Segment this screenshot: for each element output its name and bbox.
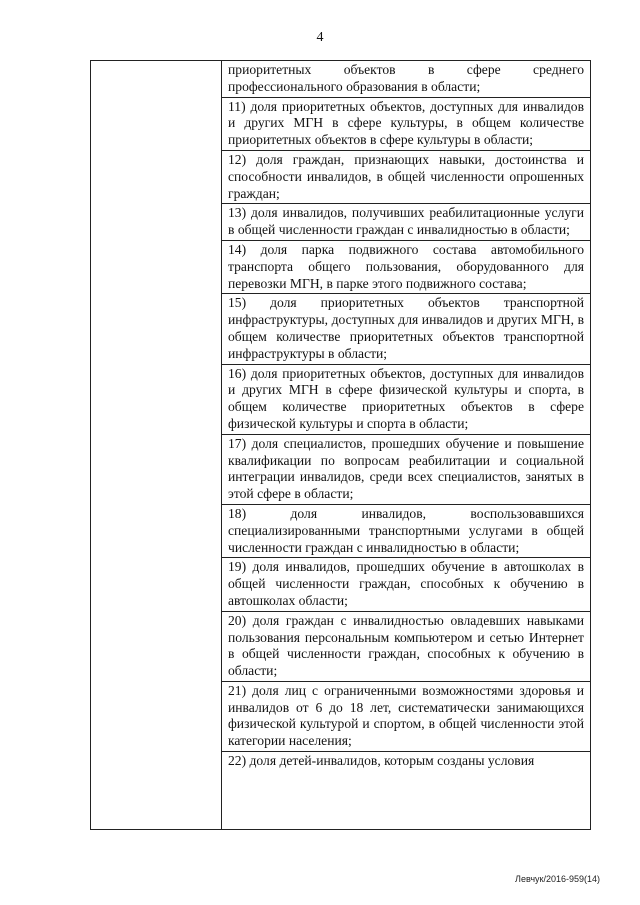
indicator-item: 20) доля граждан с инвалидностью овладевших навыками пользования персональным компьютером и сетью Интернет в общей численности граждан, способных к обучению в области; [222,611,590,681]
table-right-cell [222,61,591,830]
indicator-item: 14) доля парка подвижного состава автомобильного транспорта общего пользования, оборудованного для перевозки МГН, в парке этого подвижного состава; [222,240,590,293]
table-left-cell [91,61,222,830]
indicator-item: 22) доля детей-инвалидов, которым созданы условия [222,751,590,771]
indicator-item: 19) доля инвалидов, прошедших обучение в автошколах в общей численности граждан, способных к обучению в автошколах области; [222,557,590,610]
indicator-item: 15) доля приоритетных объектов транспортной инфраструктуры, доступных для инвалидов и других МГН, в общем количестве приоритетных объектов транспортной инфраструктуры в области; [222,293,590,363]
document-footer-code: Левчук/2016-959(14) [515,874,600,884]
indicator-item: 13) доля инвалидов, получивших реабилитационные услуги в общей численности граждан с инвалидностью в области; [222,203,590,240]
indicator-item: 16) доля приоритетных объектов, доступных для инвалидов и других МГН в сфере физической культуры и спорта, в общем количестве приоритетных объектов в сфере физической культуры и спорта в области; [222,364,590,434]
table-row [91,61,591,830]
indicator-item: 21) доля лиц с ограниченными возможностями здоровья и инвалидов от 6 до 18 лет, систематически занимающихся физической культурой и спортом, в общей численности этой категории населения; [222,681,590,751]
indicator-item: 11) доля приоритетных объектов, доступных для инвалидов и других МГН в сфере культуры, в общем количестве приоритетных объектов в сфере культуры в области; [222,97,590,150]
indicator-item: приоритетных объектов в сфере среднего профессионального образования в области; [228,62,584,94]
indicator-item: 18) доля инвалидов, воспользовавшихся специализированными транспортными услугами в общей численности граждан с инвалидностью в области; [222,504,590,557]
indicator-item: 12) доля граждан, признающих навыки, достоинства и способности инвалидов, в общей численности опрошенных граждан; [222,150,590,203]
indicators-table [90,60,591,830]
indicator-list [222,61,590,829]
page-number: 4 [316,30,324,45]
indicator-item: 17) доля специалистов, прошедших обучение и повышение квалификации по вопросам реабилитации и социальной интеграции инвалидов, среди всех специалистов, занятых в этой сфере в области; [222,434,590,504]
